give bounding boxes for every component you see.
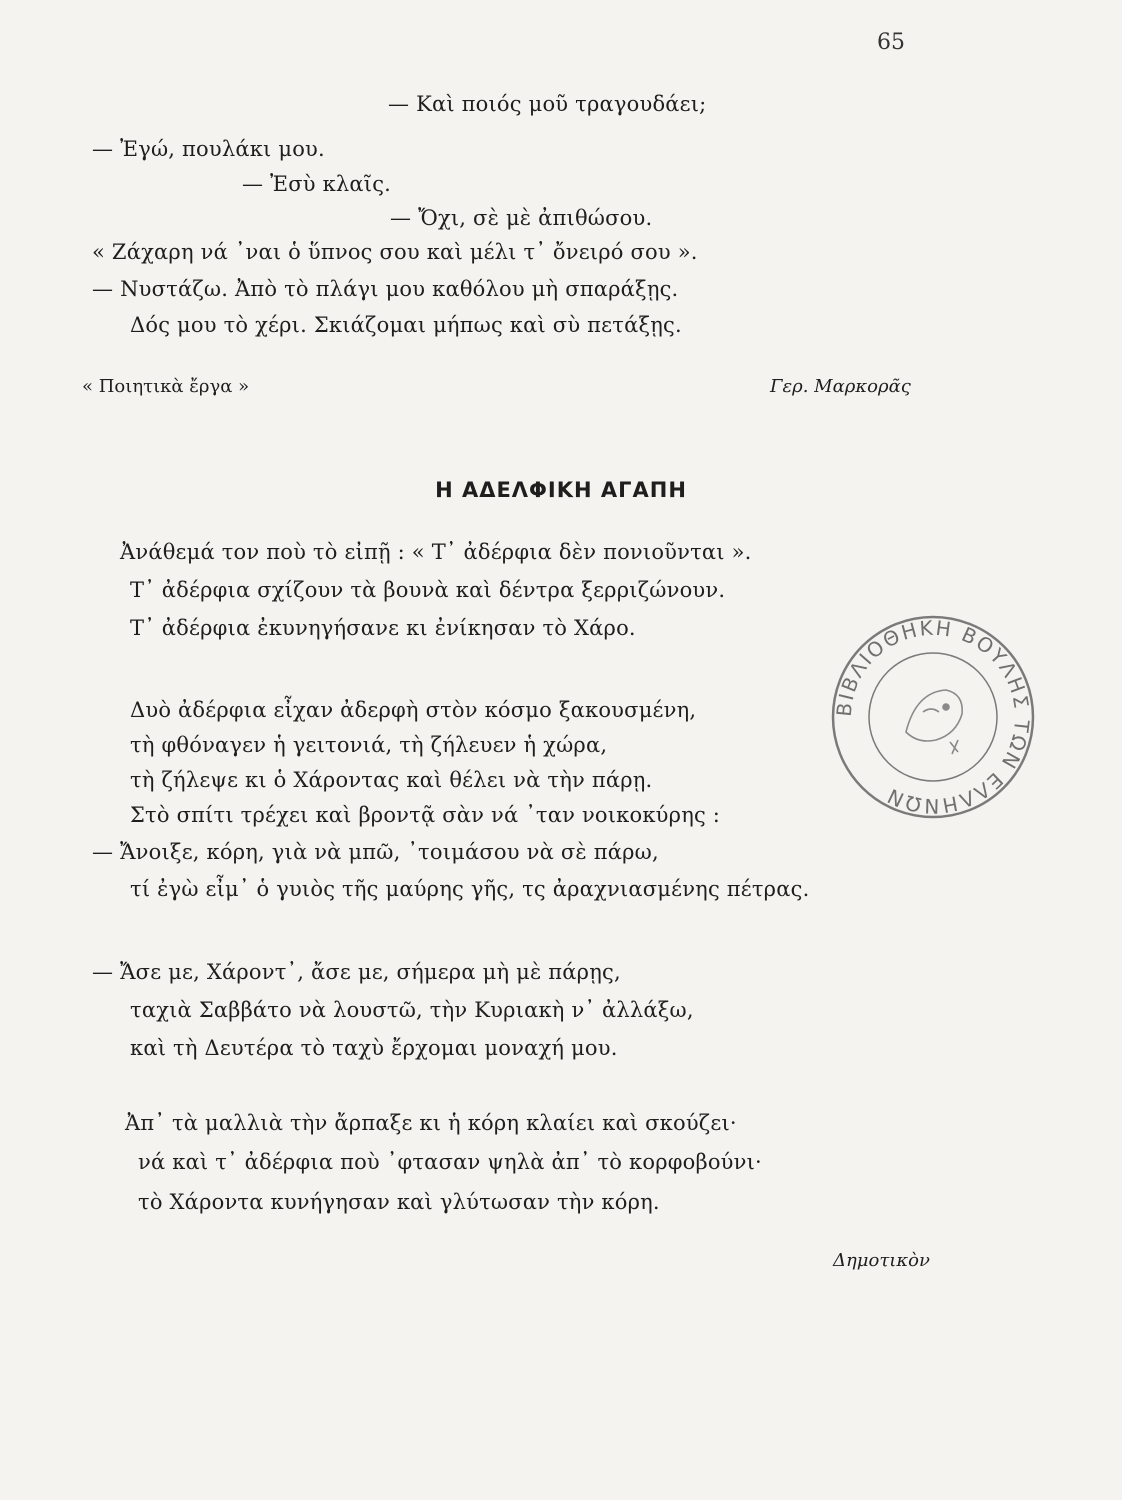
poem-line: Τ᾿ ἀδέρφια σχίζουν τὰ βουνὰ καὶ δέντρα ξερριζώνουν. <box>130 578 726 602</box>
author-name: Γερ. Μαρκορᾶς <box>770 376 911 397</box>
poem-line: — Ἐσὺ κλαῖς. <box>242 172 392 196</box>
poem-line: — Ἄνοιξε, κόρη, γιὰ νὰ μπῶ, ᾿τοιμάσου νὰ σὲ πάρω, <box>92 840 659 864</box>
poem-line: καὶ τὴ Δευτέρα τὸ ταχὺ ἔρχομαι μοναχή μου. <box>130 1036 618 1060</box>
poem-line: — Νυστάζω. Ἀπὸ τὸ πλάγι μου καθόλου μὴ σπαράξῃς. <box>92 277 679 301</box>
library-stamp <box>828 612 1038 822</box>
poem-line: Τ᾿ ἀδέρφια ἐκυνηγήσανε κι ἐνίκησαν τὸ Χάρο. <box>130 616 636 640</box>
source-title: « Ποιητικὰ ἔργα » <box>82 376 250 397</box>
poem-line: τὴ ζήλεψε κι ὁ Χάροντας καὶ θέλει νὰ τὴν πάρῃ. <box>130 768 653 792</box>
stamp-emblem <box>906 690 962 754</box>
page-number: 65 <box>877 30 905 55</box>
poem-title: Η ΑΔΕΛΦΙΚΗ ΑΓΑΠΗ <box>435 478 687 502</box>
poem-line: Δός μου τὸ χέρι. Σκιάζομαι μήπως καὶ σὺ πετάξῃς. <box>130 313 682 337</box>
poem-line: τὴ φθόναγεν ἡ γειτονιά, τὴ ζήλευεν ἡ χώρα, <box>130 733 608 757</box>
stamp-text: ΒΙΒΛΙΟΘΗΚΗ ΒΟΥΛΗΣ ΤΩΝ ΕΛΛΗΝΩΝ <box>831 615 1035 819</box>
poem-source: Δημοτικὸν <box>833 1250 930 1271</box>
poem-line: — Ἐγώ, πουλάκι μου. <box>92 137 325 161</box>
poem-line: « Ζάχαρη νά ᾿ναι ὁ ὕπνος σου καὶ μέλι τ᾿ ὄνειρό σου ». <box>92 240 698 264</box>
poem-line: τί ἐγὼ εἶμ᾿ ὁ γυιὸς τῆς μαύρης γῆς, τς ἀραχνιασμένης πέτρας. <box>130 877 810 901</box>
poem-line: ταχιὰ Σαββάτο νὰ λουστῶ, τὴν Κυριακὴ ν᾿ ἀλλάξω, <box>130 998 694 1022</box>
poem-line: — Ἄσε με, Χάροντ᾿, ἄσε με, σήμερα μὴ μὲ πάρῃς, <box>92 960 621 984</box>
poem-line: Ἀνάθεμά τον ποὺ τὸ εἰπῇ : « Τ᾿ ἀδέρφια δὲν πονιοῦνται ». <box>120 540 752 564</box>
poem-line: Δυὸ ἀδέρφια εἶχαν ἀδερφὴ στὸν κόσμο ξακουσμένη, <box>130 698 697 722</box>
poem-line: — Καὶ ποιός μοῦ τραγουδάει; <box>388 92 707 116</box>
poem-line: Ἀπ᾿ τὰ μαλλιὰ τὴν ἄρπαξε κι ἡ κόρη κλαίει καὶ σκούζει· <box>125 1111 737 1135</box>
poem-line: τὸ Χάροντα κυνήγησαν καὶ γλύτωσαν τὴν κόρη. <box>138 1190 660 1214</box>
poem-line: — Ὄχι, σὲ μὲ ἀπιθώσου. <box>390 206 653 230</box>
poem-line: Στὸ σπίτι τρέχει καὶ βροντᾷ σὰν νά ᾿ταν νοικοκύρης : <box>130 803 721 827</box>
poem-line: νά καὶ τ᾿ ἀδέρφια ποὺ ᾿φτασαν ψηλὰ ἀπ᾿ τὸ κορφοβούνι· <box>138 1150 762 1174</box>
